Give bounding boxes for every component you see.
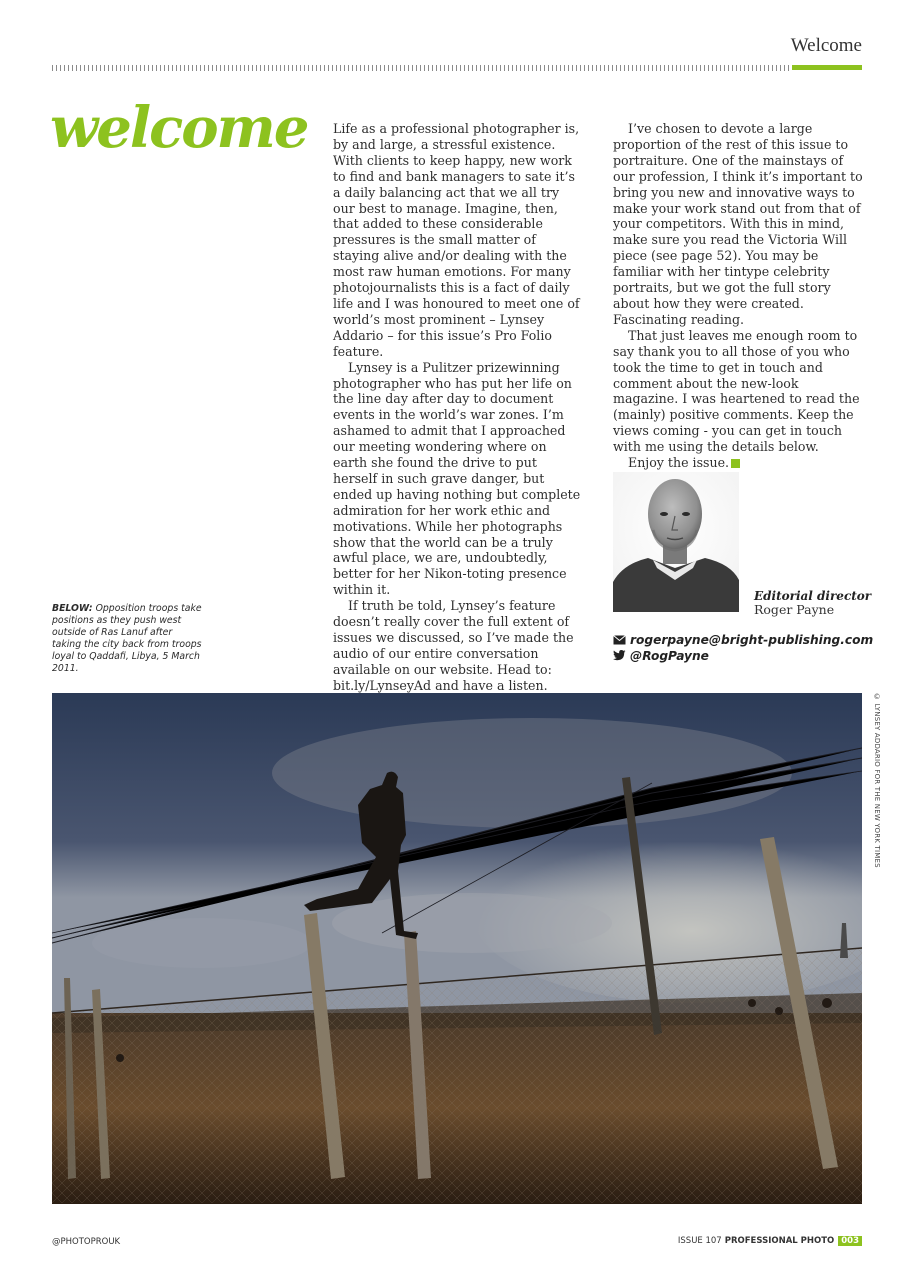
feature-photo <box>52 693 862 1204</box>
body-column-right <box>613 121 865 471</box>
paragraph <box>613 455 865 471</box>
social-handle: @PHOTOPROUK <box>52 1237 121 1247</box>
paragraph: Lynsey is a Pulitzer prizewinning photographer who has put her life on the line day after day to document events in the world’s war zones. I’m ashamed to admit that I approached our meeting wondering where on earth she found the drive to put herself in such grave danger, but ended up having nothing but complete admiration for her work ethic and motivations. While her photographs show that the world can be a truly awful place, we are, undoubtedly, better for her Nikon-toting presence within it. <box>333 359 581 598</box>
twitter-bird-icon <box>613 650 627 664</box>
paragraph: That just leaves me enough room to say thank you to all those of you who took the time to get in touch and comment about the new-look magazine. I was heartened to read the (mainly) positive comments. Keep the views coming - you can get in touch with me using the details below. <box>613 327 860 455</box>
photo-credit: © LYNSEY ADDARIO FOR THE NEW YORK TIMES <box>873 693 881 868</box>
editor-role: Editorial director <box>754 589 872 603</box>
twitter-handle[interactable]: @RogPayne <box>630 649 709 663</box>
page-number: 003 <box>838 1236 862 1246</box>
photo-caption <box>52 603 202 675</box>
email-contact[interactable] <box>613 633 873 648</box>
issue-number: ISSUE 107 <box>677 1236 722 1246</box>
editor-name: Roger Payne <box>754 602 835 617</box>
header-rule <box>52 65 790 71</box>
body-column-middle <box>333 121 583 694</box>
paragraph: Life as a professional photographer is, by and large, a stressful existence. With clients to keep happy, new work to find and bank managers to sate it’s a daily balancing act that we all try our best to manage. Imagine, then, that added to these considerable pressures is the small matter of staying alive and/or dealing with the most raw human emotions. For many photojournalists this is a fact of daily life and I was honoured to meet one of world’s most prominent – Lynsey Addario – for this issue’s Pro Folio feature. <box>333 121 580 359</box>
section-title: Welcome <box>790 35 862 56</box>
caption-lead: BELOW: <box>52 603 93 614</box>
caption-text: Opposition troops take positions as they push west outside of Ras Lanuf after taking the city back from troops loyal to Qaddafi, Libya, 5 March 2011. <box>52 603 202 674</box>
email-address[interactable]: rogerpayne@bright-publishing.com <box>630 633 874 647</box>
envelope-icon <box>613 634 627 648</box>
paragraph: I’ve chosen to devote a large proportion of the rest of this issue to portraiture. One of the mainstays of our profession, I think it’s important to bring you new and innovative ways to make your work stand out from that of your competitors. With this in mind, make sure you read the Victoria Will piece (see page 52). You may be familiar with her tintype celebrity portraits, but we got the full story about how they were created. Fascinating reading. <box>613 121 863 327</box>
header-rule-accent <box>792 65 862 70</box>
closing-line: Enjoy the issue. <box>628 455 730 471</box>
end-mark-icon: x <box>731 459 740 468</box>
magazine-name: PROFESSIONAL PHOTO <box>724 1236 835 1246</box>
folio <box>678 1236 862 1246</box>
page-heading: welcome <box>50 95 308 161</box>
editor-portrait <box>613 472 739 612</box>
paragraph: If truth be told, Lynsey’s feature doesn’t really cover the full extent of issues we discussed, so I’ve made the audio of our entire conversation available on our website. Head to: bit.ly/LynseyAd and have a listen. <box>333 598 574 693</box>
twitter-contact[interactable] <box>613 649 709 664</box>
